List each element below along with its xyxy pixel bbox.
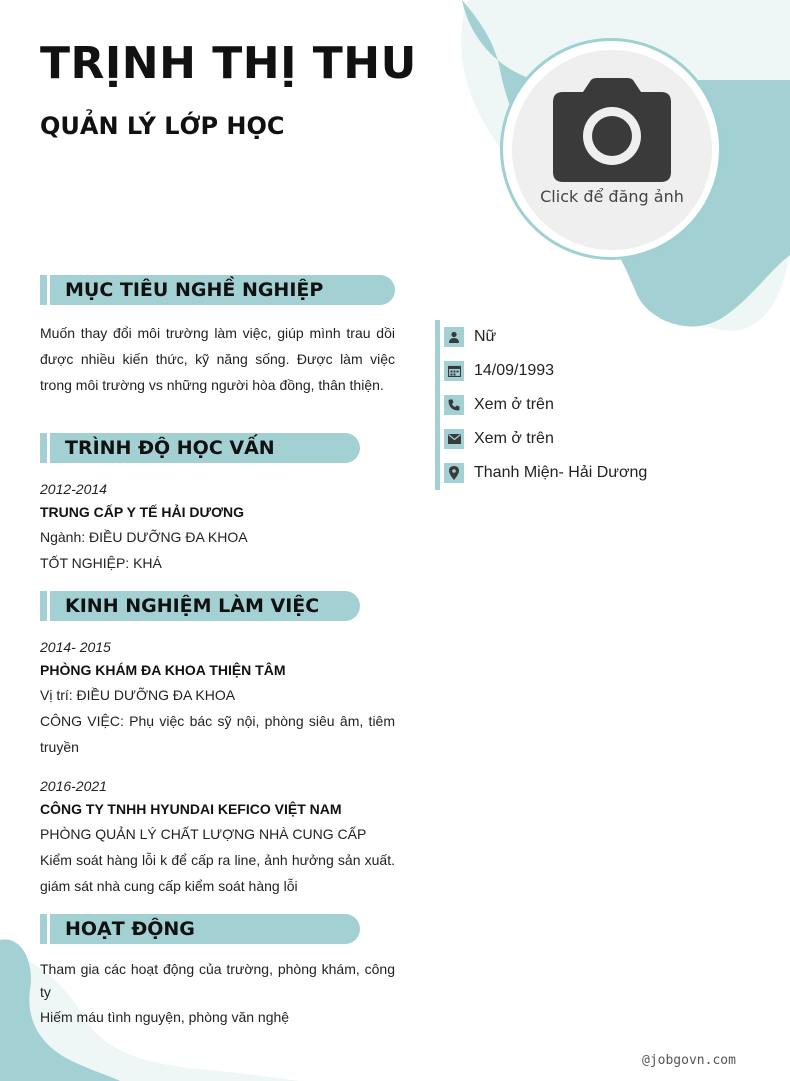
watermark: @jobgovn.com (642, 1053, 736, 1068)
calendar-icon (444, 361, 464, 381)
contact-gender (444, 320, 704, 354)
activities-heading (40, 914, 360, 944)
education-major: Ngành: ĐIỀU DƯỠNG ĐA KHOA (40, 529, 248, 545)
experience-heading (40, 591, 360, 621)
birthday-value: 14/09/1993 (474, 362, 555, 379)
experience-job-2 (40, 775, 395, 899)
education-heading (40, 433, 360, 463)
upload-photo-label: Click để đăng ảnh (540, 187, 684, 206)
person-icon (444, 327, 464, 347)
gender-value: Nữ (474, 328, 497, 345)
contact-info (435, 320, 704, 490)
contact-phone (444, 388, 704, 422)
email-value: Xem ở trên (474, 430, 554, 447)
activity-line: Tham gia các hoạt động của trường, phòng khám, công ty (40, 961, 395, 1000)
education-school: TRUNG CẤP Y TẾ HẢI DƯƠNG (40, 504, 245, 520)
activity-line: Hiếm máu tình nguyện, phòng văn nghệ (40, 1009, 290, 1025)
objective-title: MỤC TIÊU NGHỀ NGHIỆP (50, 275, 395, 305)
job-position: PHÒNG QUẢN LÝ CHẤT LƯỢNG NHÀ CUNG CẤP (40, 826, 367, 842)
mail-icon (444, 429, 464, 449)
job-company: PHÒNG KHÁM ĐA KHOA THIỆN TÂM (40, 662, 286, 678)
job-position: Vị trí: ĐIỀU DƯỠNG ĐA KHOA (40, 687, 236, 703)
activities-block (40, 958, 395, 1030)
camera-icon (553, 78, 671, 182)
location-pin-icon (444, 463, 464, 483)
phone-value: Xem ở trên (474, 396, 554, 413)
education-entry (40, 478, 395, 576)
candidate-name: TRỊNH THỊ THU (40, 38, 417, 89)
education-period: 2012-2014 (40, 481, 107, 497)
education-title: TRÌNH ĐỘ HỌC VẤN (50, 433, 360, 463)
objective-text-block (40, 320, 395, 398)
contact-address (444, 456, 704, 490)
activities-title: HOẠT ĐỘNG (50, 914, 360, 944)
experience-job-1 (40, 636, 395, 760)
job-description: Kiểm soát hàng lỗi k để cấp ra line, ảnh hưởng sản xuất. giám sát nhà cung cấp kiểm soát hàng lỗi (40, 852, 395, 894)
address-value: Thanh Miện- Hải Dương (474, 464, 648, 481)
contact-email (444, 422, 704, 456)
experience-title: KINH NGHIỆM LÀM VIỆC (50, 591, 360, 621)
avatar-upload[interactable] (512, 50, 712, 250)
contact-birthday (444, 354, 704, 388)
job-company: CÔNG TY TNHH HYUNDAI KEFICO VIỆT NAM (40, 801, 342, 817)
phone-icon (444, 395, 464, 415)
objective-heading (40, 275, 395, 305)
job-period: 2014- 2015 (40, 639, 111, 655)
job-description: CÔNG VIỆC: Phụ việc bác sỹ nội, phòng siêu âm, tiêm truyền (40, 713, 395, 755)
education-grade: TỐT NGHIỆP: KHÁ (40, 555, 162, 571)
objective-text: Muốn thay đổi môi trường làm việc, giúp mình trau dồi được nhiều kiến thức, kỹ năng sống. Được làm việc trong môi trường vs những người hòa đồng, thân thiện. (40, 325, 395, 393)
job-title: QUẢN LÝ LỚP HỌC (40, 112, 285, 140)
job-period: 2016-2021 (40, 778, 107, 794)
